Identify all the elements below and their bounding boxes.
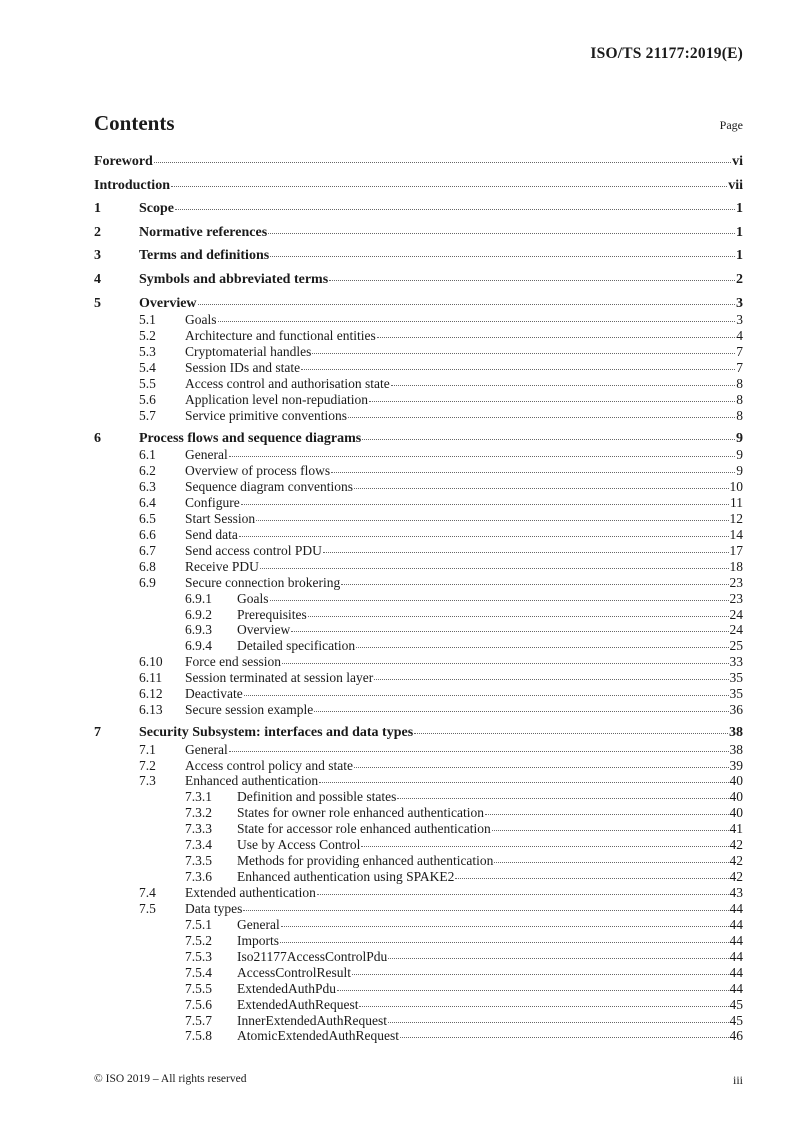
toc-entry-page[interactable]: 44 [729,932,743,948]
toc-entry-3[interactable] [94,248,743,272]
toc-entry-title[interactable]: Enhanced authentication [185,773,319,789]
dot-leader [270,600,729,601]
toc-entry-number: 6.7 [139,542,156,558]
dot-leader [356,647,728,648]
toc-entry-6-10[interactable] [94,654,743,670]
dot-leader [282,663,729,664]
toc-entry-title[interactable]: Architecture and functional entities [185,328,376,343]
toc-entry-number: 7.5.8 [185,1028,212,1044]
toc-entry-7-5-8[interactable] [94,1028,743,1044]
toc-entry-title[interactable]: Foreword [94,154,153,169]
toc-entry-title[interactable]: Symbols and abbreviated terms [139,271,329,287]
toc-entry-title[interactable]: InnerExtendedAuthRequest [237,1012,387,1028]
toc-entry-page[interactable]: 43 [729,885,743,900]
toc-entry-number: 7.3.3 [185,821,212,837]
toc-entry-number: 7.3.5 [185,853,212,869]
toc-entry-2[interactable] [94,225,743,249]
toc-entry-title[interactable]: Secure connection brokering [185,574,341,590]
toc-entry-6-9[interactable] [94,575,743,591]
dot-leader [244,695,729,696]
toc-entry-number: 5.1 [139,312,156,328]
toc-entry-5[interactable] [94,296,743,313]
dot-leader [270,256,735,257]
toc-entry-number: 3 [94,248,101,264]
toc-entry-6-1[interactable] [94,447,743,463]
toc-entry-number: 6.11 [139,670,163,686]
dot-leader [400,1037,729,1038]
toc-entry-title[interactable]: Force end session [185,654,281,670]
toc-entry-6-4[interactable] [94,495,743,511]
toc-entry-foreword[interactable] [94,154,743,178]
toc-entry-page[interactable]: 17 [729,542,743,558]
toc-entry-page[interactable]: 1 [736,201,743,217]
toc-entry-title[interactable]: Goals [237,590,269,606]
contents-heading: Contents [94,111,175,135]
toc-entry-page[interactable]: 8 [736,391,743,407]
toc-entry-page[interactable]: 42 [729,869,743,885]
toc-entry-number: 2 [94,224,101,240]
toc-entry-title[interactable]: Session IDs and state [185,359,301,375]
toc-entry-number: 6 [94,430,101,446]
toc-entry-7-2[interactable] [94,758,743,774]
toc-entry-number: 6.2 [139,463,156,479]
dot-leader [175,209,735,210]
toc-entry-page[interactable]: 40 [729,805,743,821]
toc-entry-page[interactable]: 18 [729,558,743,574]
toc-entry-title[interactable]: Detailed specification [237,638,356,654]
toc-entry-title[interactable]: Security Subsystem: interfaces and data types [139,725,414,741]
toc-entry-page[interactable]: 44 [729,964,743,980]
toc-entry-number: 7.5 [139,900,156,916]
dot-leader [388,1022,729,1023]
toc-entry-title[interactable]: Imports [237,932,279,948]
toc-entry-title[interactable]: Goals [185,312,217,328]
toc-entry-page[interactable]: 9 [736,430,743,446]
dot-leader [329,280,735,281]
toc-entry-number: 6.3 [139,479,156,494]
dot-leader [331,472,735,473]
toc-entry-page[interactable]: 8 [736,407,743,423]
toc-entry-7-5-1[interactable] [94,917,743,933]
toc-entry-page[interactable]: 1 [736,224,743,240]
dot-leader [317,894,729,895]
toc-entry-7-3-5[interactable] [94,853,743,869]
toc-entry-title[interactable]: ExtendedAuthPdu [237,980,336,996]
toc-entry-number: 5.6 [139,391,156,407]
toc-entry-number: 7.5.2 [185,932,212,948]
toc-entry-title[interactable]: Use by Access Control [237,837,361,853]
toc-entry-page[interactable]: 14 [729,526,743,542]
toc-entry-page[interactable]: 1 [736,248,743,264]
toc-entry-page[interactable]: 44 [729,916,743,932]
toc-entry-title[interactable]: Normative references [139,224,268,240]
toc-entry-title[interactable]: General [237,916,280,932]
toc-entry-title[interactable]: Application level non-repudiation [185,391,368,407]
dot-leader [291,631,728,632]
toc-entry-page[interactable]: 4 [736,328,743,343]
toc-entry-title[interactable]: Methods for providing enhanced authentication [237,853,494,869]
toc-entry-title[interactable]: Access control and authorisation state [185,375,390,391]
toc-entry-7-5-3[interactable] [94,949,743,965]
toc-entry-number: 7.5.6 [185,996,212,1012]
toc-entry-number: 7.3.1 [185,789,212,805]
toc-entry-page[interactable]: 9 [736,447,743,463]
toc-entry-7-3[interactable] [94,773,743,789]
toc-entry-number: 7.5.4 [185,964,212,980]
dot-leader [239,536,729,537]
toc-entry-page[interactable]: 7 [736,343,743,359]
toc-entry-number: 6.8 [139,558,156,574]
toc-entry-6-9-1[interactable] [94,591,743,607]
dot-leader [374,679,728,680]
toc-entry-page[interactable]: 39 [729,757,743,773]
toc-entry-title[interactable]: Configure [185,494,240,510]
toc-entry-7-3-2[interactable] [94,805,743,821]
toc-entry-7-3-4[interactable] [94,837,743,853]
toc-entry-6-8[interactable] [94,559,743,575]
toc-entry-number: 6.10 [139,654,163,670]
dot-leader [229,456,736,457]
toc-entry-page[interactable]: 2 [736,271,743,287]
toc-entry-page[interactable]: 11 [730,494,743,510]
toc-entry-page[interactable]: 35 [729,686,743,702]
dot-leader [314,711,728,712]
toc-entry-title[interactable]: Cryptomaterial handles [185,343,312,359]
toc-entry-title[interactable]: Receive PDU [185,558,259,574]
toc-entry-title[interactable]: AccessControlResult [237,964,351,980]
toc-entry-page[interactable]: 44 [729,900,743,916]
toc-entry-title[interactable]: Overview of process flows [185,463,331,479]
toc-entry-5-5[interactable] [94,376,743,392]
dot-leader [323,552,729,553]
toc-entry-number: 7.4 [139,885,156,900]
dot-leader [241,504,729,505]
dot-leader [494,862,728,863]
dot-leader [369,401,735,402]
document-id-header: ISO/TS 21177:2019(E) [590,45,743,62]
toc-entry-title[interactable]: Enhanced authentication using SPAKE2 [237,869,455,885]
toc-entry-page[interactable]: 36 [729,702,743,718]
toc-entry-title[interactable]: Process flows and sequence diagrams [139,430,362,446]
dot-leader [229,751,729,752]
toc-entry-7-3-6[interactable] [94,869,743,885]
toc-entry-page[interactable]: 41 [729,821,743,837]
toc-entry-number: 5.5 [139,375,156,391]
toc-entry-7-5-2[interactable] [94,933,743,949]
toc-entry-number: 6.9 [139,574,156,590]
toc-entry-title[interactable]: Service primitive conventions [185,407,347,423]
toc-entry-6-7[interactable] [94,543,743,559]
dot-leader [260,568,729,569]
toc-entry-title[interactable]: Terms and definitions [139,248,270,264]
toc-entry-number: 6.4 [139,494,156,510]
toc-entry-number: 6.6 [139,526,156,542]
footer-page-number: iii [732,1073,743,1087]
dot-leader [354,488,729,489]
dot-leader [414,733,728,734]
dot-leader [388,958,728,959]
dot-leader [312,353,735,354]
toc-entry-title[interactable]: States for owner role enhanced authentication [237,805,485,821]
dot-leader [361,846,728,847]
toc-entry-number: 6.5 [139,510,156,526]
toc-entry-number: 7.3 [139,773,156,789]
dot-leader [268,233,735,234]
toc-entry-number: 7.3.4 [185,837,212,853]
dot-leader [301,369,735,370]
toc-entry-5-2[interactable] [94,328,743,344]
dot-leader [492,830,729,831]
toc-entry-title[interactable]: ExtendedAuthRequest [237,996,359,1012]
toc-entry-number: 5.2 [139,328,156,343]
toc-entry-page[interactable]: 44 [729,980,743,996]
toc-entry-7-3-1[interactable] [94,789,743,805]
toc-entry-title[interactable]: Send access control PDU [185,542,322,558]
dot-leader [341,584,728,585]
dot-leader [281,926,729,927]
toc-entry-number: 6.9.3 [185,622,212,638]
toc-entry-page[interactable]: 44 [729,948,743,964]
dot-leader [218,321,736,322]
toc-entry-page[interactable]: 40 [729,773,743,789]
toc-entry-6-9-3[interactable] [94,622,743,638]
toc-entry-number: 5.7 [139,407,156,423]
toc-entry-number: 7.5.1 [185,916,212,932]
toc-entry-title[interactable]: Send data [185,526,238,542]
toc-entry-page[interactable]: 10 [729,479,743,494]
toc-entry-7-5-5[interactable] [94,981,743,997]
dot-leader [243,910,728,911]
toc-entry-7-4[interactable] [94,885,743,901]
toc-entry-page[interactable]: 8 [736,375,743,391]
toc-entry-6-9-2[interactable] [94,607,743,623]
toc-entry-6-6[interactable] [94,527,743,543]
dot-leader [154,162,731,163]
toc-entry-page[interactable]: 24 [729,622,743,638]
toc-entry-page[interactable]: 38 [729,741,743,757]
toc-entry-5-1[interactable] [94,312,743,328]
toc-entry-introduction[interactable] [94,178,743,202]
toc-entry-6-3[interactable] [94,479,743,495]
toc-entry-page[interactable]: 9 [736,463,743,479]
toc-entry-title[interactable]: Overview [237,622,291,638]
dot-leader [171,186,727,187]
dot-leader [354,767,729,768]
toc-entry-title[interactable]: Session terminated at session layer [185,670,374,686]
toc-entry-number: 6.9.2 [185,606,212,622]
toc-entry-number: 6.9.4 [185,638,212,654]
toc-entry-page[interactable]: 24 [729,606,743,622]
dot-leader [359,1006,728,1007]
toc-entry-number: 5.3 [139,343,156,359]
dot-leader [256,520,728,521]
toc-entry-5-3[interactable] [94,344,743,360]
toc-entry-title[interactable]: Scope [139,201,174,217]
toc-entry-number: 7 [94,725,101,741]
toc-entry-title[interactable]: General [185,741,228,757]
toc-entry-number: 4 [94,271,101,287]
toc-entry-page[interactable]: 3 [736,295,743,311]
toc-entry-page[interactable]: 38 [729,725,743,741]
toc-entry-4[interactable] [94,272,743,296]
toc-entry-7-5[interactable] [94,901,743,917]
toc-entry-page[interactable]: 33 [729,654,743,670]
toc-entry-6-9-4[interactable] [94,638,743,654]
toc-entry-page[interactable]: 23 [729,574,743,590]
toc-entry-6-2[interactable] [94,463,743,479]
toc-entry-title[interactable]: Access control policy and state [185,757,353,773]
toc-entry-number: 6.1 [139,447,156,463]
toc-entry-number: 7.5.5 [185,980,212,996]
toc-entry-number: 7.2 [139,757,156,773]
toc-entry-number: 5 [94,295,101,311]
toc-entry-6[interactable] [94,431,743,448]
dot-leader [362,439,735,440]
toc-entry-number: 7.1 [139,741,156,757]
toc-entry-page[interactable]: 7 [736,359,743,375]
toc-entry-title[interactable]: Iso21177AccessControlPdu [237,948,388,964]
toc-entry-number: 7.3.6 [185,869,212,885]
toc-entry-title[interactable]: General [185,447,228,463]
toc-entry-number: 5.4 [139,359,156,375]
toc-entry-title[interactable]: Overview [139,295,197,311]
toc-entry-7-5-6[interactable] [94,997,743,1013]
toc-entry-page[interactable]: 23 [729,590,743,606]
toc-entry-5-4[interactable] [94,360,743,376]
toc-entry-7-1[interactable] [94,742,743,758]
toc-entry-title[interactable]: Prerequisites [237,606,307,622]
toc-entry-title[interactable]: State for accessor role enhanced authentication [237,821,491,837]
dot-leader [377,337,735,338]
toc-entry-title[interactable]: Introduction [94,177,170,193]
toc-entry-page[interactable]: 46 [729,1028,743,1044]
toc-entry-title[interactable]: Secure session example [185,702,314,718]
dot-leader [352,974,729,975]
toc-entry-page[interactable]: 45 [729,996,743,1012]
dot-leader [337,990,729,991]
toc-entry-7-5-7[interactable] [94,1013,743,1029]
toc-entry-title[interactable]: Extended authentication [185,885,316,900]
toc-entry-page[interactable]: vii [728,177,743,193]
dot-leader [348,417,735,418]
toc-entry-page[interactable]: 42 [729,837,743,853]
toc-entry-title[interactable]: Definition and possible states [237,789,397,805]
toc-entry-title[interactable]: Data types [185,900,243,916]
toc-entry-page[interactable]: 40 [729,789,743,805]
dot-leader [391,385,736,386]
dot-leader [280,942,729,943]
dot-leader [455,878,728,879]
toc-entry-page[interactable]: 42 [729,853,743,869]
toc-entry-page[interactable]: 12 [729,510,743,526]
dot-leader [308,616,729,617]
toc-entry-number: 6.12 [139,686,163,702]
toc-entry-6-12[interactable] [94,686,743,702]
page-column-label: Page [719,118,743,132]
toc-entry-7-3-3[interactable] [94,821,743,837]
footer-copyright: © ISO 2019 – All rights reserved [94,1073,247,1085]
toc-entry-page[interactable]: 3 [736,312,743,328]
toc-entry-number: 6.13 [139,702,163,718]
toc-entry-number: 7.5.7 [185,1012,212,1028]
toc-entry-7[interactable] [94,725,743,742]
toc-entry-5-7[interactable] [94,408,743,424]
toc-entry-6-11[interactable] [94,670,743,686]
toc-entry-page[interactable]: 25 [729,638,743,654]
toc-entry-7-5-4[interactable] [94,965,743,981]
toc-entry-5-6[interactable] [94,392,743,408]
toc-entry-number: 7.5.3 [185,948,212,964]
toc-entry-page[interactable]: 45 [729,1012,743,1028]
table-of-contents [94,154,743,1044]
toc-entry-number: 7.3.2 [185,805,212,821]
toc-entry-number: 6.9.1 [185,590,212,606]
dot-leader [198,304,735,305]
dot-leader [485,814,728,815]
dot-leader [397,798,728,799]
toc-entry-6-5[interactable] [94,511,743,527]
toc-entry-1[interactable] [94,201,743,225]
toc-entry-6-13[interactable] [94,702,743,718]
toc-entry-number: 1 [94,201,101,217]
toc-entry-title[interactable]: AtomicExtendedAuthRequest [237,1028,399,1044]
toc-entry-title[interactable]: Sequence diagram conventions [185,479,353,494]
toc-entry-page[interactable]: 35 [729,670,743,686]
toc-entry-title[interactable]: Deactivate [185,686,243,702]
dot-leader [319,782,728,783]
toc-entry-page[interactable]: vi [732,154,743,169]
toc-entry-title[interactable]: Start Session [185,510,256,526]
